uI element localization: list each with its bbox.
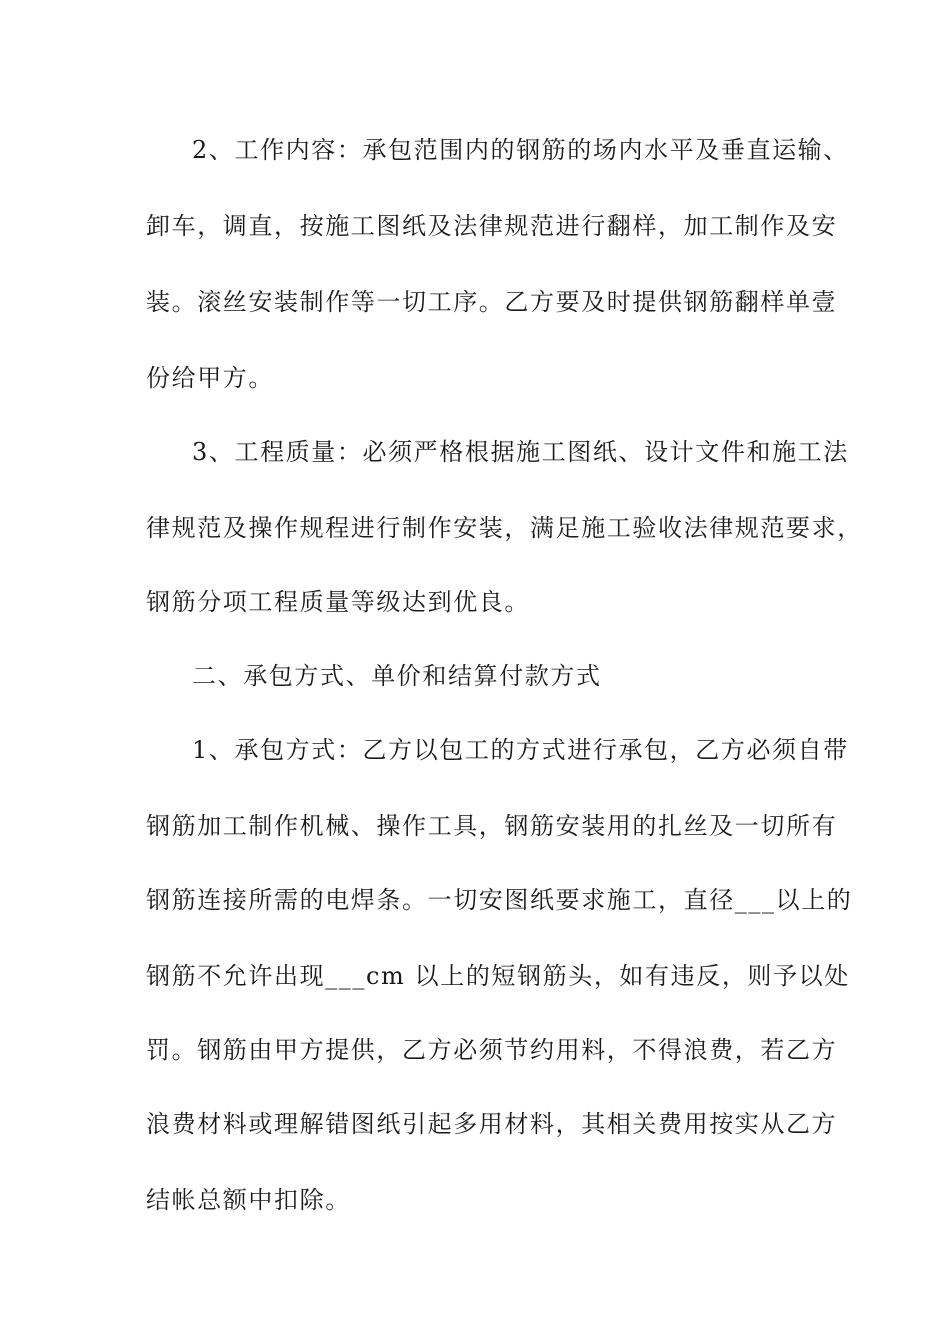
paragraph-quality-line-3: 钢筋分项工程质量等级达到优良。 (146, 588, 530, 616)
section-heading-contract-method: 二、承包方式、单价和结算付款方式 (192, 662, 602, 690)
paragraph-quality-line-2: 律规范及操作规程进行制作安装，满足施工验收法律规范要求， (146, 514, 863, 542)
paragraph-work-content-line-1: 2、工作内容：承包范围内的钢筋的场内水平及垂直运输、 (192, 136, 849, 164)
paragraph-contract-method-line-3: 钢筋连接所需的电焊条。一切安图纸要求施工，直径___以上的 (146, 886, 853, 914)
paragraph-contract-method-line-7: 结帐总额中扣除。 (146, 1186, 351, 1214)
paragraph-contract-method-line-4: 钢筋不允许出现___cm 以上的短钢筋头，如有违反，则予以处 (146, 962, 850, 990)
paragraph-work-content-line-2: 卸车，调直，按施工图纸及法律规范进行翻样，加工制作及安 (146, 212, 838, 240)
paragraph-quality-line-1: 3、工程质量：必须严格根据施工图纸、设计文件和施工法 (192, 438, 849, 466)
paragraph-work-content-line-4: 份给甲方。 (146, 364, 274, 392)
paragraph-contract-method-line-1: 1、承包方式：乙方以包工的方式进行承包，乙方必须自带 (192, 736, 849, 764)
paragraph-work-content-line-3: 装。滚丝安装制作等一切工序。乙方要及时提供钢筋翻样单壹 (146, 288, 838, 316)
paragraph-contract-method-line-5: 罚。钢筋由甲方提供，乙方必须节约用料，不得浪费，若乙方 (146, 1036, 838, 1064)
paragraph-contract-method-line-6: 浪费材料或理解错图纸引起多用材料，其相关费用按实从乙方 (146, 1110, 838, 1138)
paragraph-contract-method-line-2: 钢筋加工制作机械、操作工具，钢筋安装用的扎丝及一切所有 (146, 812, 838, 840)
